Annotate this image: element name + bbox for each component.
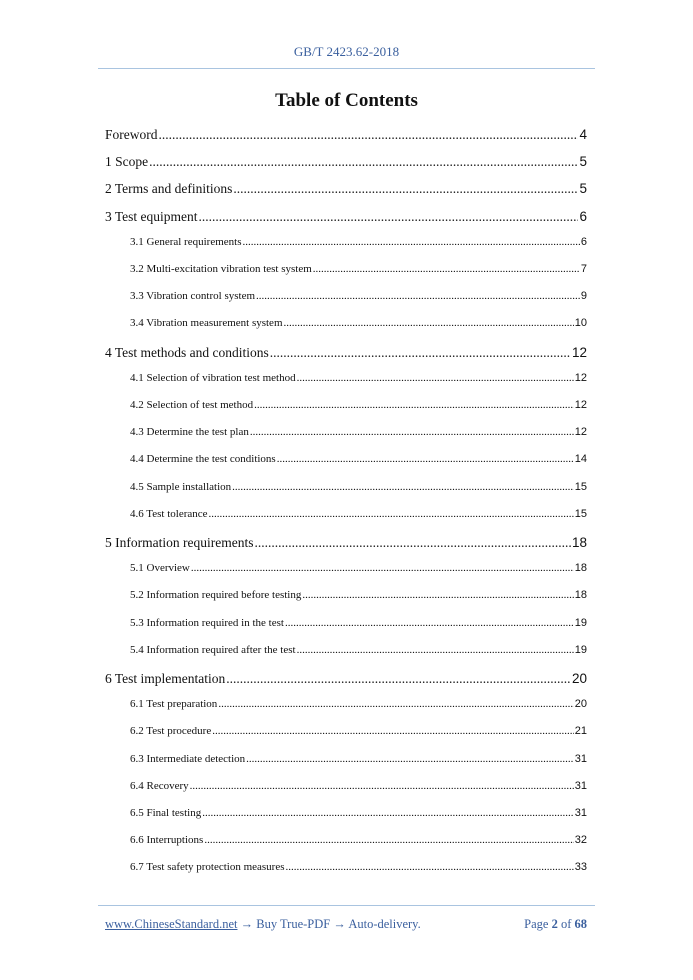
toc-subsection-entry[interactable] <box>130 263 587 275</box>
toc-dot-leader <box>218 698 573 710</box>
toc-entry-title: 4.6 Test tolerance <box>130 507 208 520</box>
toc-dot-leader <box>232 481 574 493</box>
toc-dot-leader <box>191 562 574 574</box>
toc-subsection-entry[interactable] <box>130 562 587 574</box>
toc-entry-page: 5 <box>579 181 587 197</box>
toc-entry-title: 3.2 Multi-excitation vibration test system <box>130 263 312 275</box>
toc-entry-title: 5.2 Information required before testing <box>130 589 302 602</box>
toc-section-entry[interactable] <box>105 209 587 225</box>
toc-subsection-entry[interactable] <box>130 780 587 792</box>
toc-entry-title: 5.4 Information required after the test <box>130 643 296 656</box>
toc-entry-page: 12 <box>574 371 587 384</box>
footer-buy-text: Buy True-PDF <box>256 917 331 931</box>
toc-entry-page: 15 <box>574 507 587 520</box>
toc-subsection-entry[interactable] <box>130 290 587 302</box>
toc-entry-page: 18 <box>574 589 587 602</box>
page-label: Page <box>524 917 549 931</box>
toc-entry-page: 18 <box>571 535 587 550</box>
toc-entry-title: 6.4 Recovery <box>130 779 189 792</box>
toc-subsection-entry[interactable] <box>130 399 587 411</box>
toc-entry-page: 32 <box>574 834 587 847</box>
toc-entry-title: Foreword <box>105 127 158 142</box>
toc-section-entry[interactable] <box>105 671 587 687</box>
footer-links <box>105 917 421 932</box>
toc-dot-leader <box>226 671 571 687</box>
toc-entry-page: 7 <box>580 263 587 275</box>
toc-subsection-entry[interactable] <box>130 236 587 248</box>
toc-entry-title: 5 Information requirements <box>105 535 254 550</box>
toc-entry-page: 9 <box>580 290 587 303</box>
footer-divider <box>98 905 595 906</box>
page-indicator <box>524 917 587 932</box>
toc-dot-leader <box>202 807 574 819</box>
toc-entry-page: 10 <box>574 317 587 330</box>
toc-subsection-entry[interactable] <box>130 644 587 656</box>
toc-entry-title: 4 Test methods and conditions <box>105 344 269 360</box>
toc-entry-title: 6.6 Interruptions <box>130 834 204 847</box>
toc-dot-leader <box>256 290 580 302</box>
toc-dot-leader <box>277 453 574 465</box>
toc-entry-page: 19 <box>574 616 587 629</box>
toc-entry-title: 4.1 Selection of vibration test method <box>130 371 296 384</box>
toc-dot-leader <box>313 263 580 275</box>
toc-entry-title: 5.1 Overview <box>130 562 190 575</box>
toc-entry-page: 33 <box>574 861 587 874</box>
toc-dot-leader <box>212 725 574 737</box>
toc-entry-page: 12 <box>574 426 587 439</box>
toc-dot-leader <box>297 644 574 656</box>
toc-section-entry[interactable] <box>105 154 587 170</box>
toc-subsection-entry[interactable] <box>130 725 587 737</box>
toc-entry-page: 14 <box>574 453 587 466</box>
toc-entry-title: 6.5 Final testing <box>130 807 202 819</box>
toc-entry-title: 3.4 Vibration measurement system <box>130 317 283 330</box>
toc-dot-leader <box>190 780 574 792</box>
toc-dot-leader <box>297 372 574 384</box>
toc-entry-title: 6 Test implementation <box>105 671 226 686</box>
toc-dot-leader <box>209 508 574 520</box>
page-of: of <box>560 917 572 931</box>
toc-entry-title: 3.3 Vibration control system <box>130 290 256 303</box>
toc-dot-leader <box>284 317 574 329</box>
toc-dot-leader <box>204 834 573 846</box>
toc-dot-leader <box>250 426 574 438</box>
toc-entry-page: 19 <box>574 643 587 656</box>
toc-dot-leader <box>254 399 574 411</box>
document-header-id: GB/T 2423.62-2018 <box>293 44 400 59</box>
toc-subsection-entry[interactable] <box>130 481 587 493</box>
toc-subsection-entry[interactable] <box>130 807 587 819</box>
toc-entry-page: 6 <box>579 208 587 224</box>
toc-entry-title: 4.3 Determine the test plan <box>130 426 249 439</box>
page-current: 2 <box>551 917 558 931</box>
toc-entry-page: 12 <box>571 344 587 360</box>
toc-subsection-entry[interactable] <box>130 617 587 629</box>
toc-entry-title: 4.4 Determine the test conditions <box>130 453 276 466</box>
toc-entry-title: 4.2 Selection of test method <box>130 399 254 411</box>
toc-subsection-entry[interactable] <box>130 426 587 438</box>
toc-section-entry[interactable] <box>105 127 587 143</box>
toc-dot-leader <box>285 617 574 629</box>
toc-section-entry[interactable] <box>105 535 587 551</box>
toc-entry-title: 6.3 Intermediate detection <box>130 752 246 765</box>
toc-subsection-entry[interactable] <box>130 698 587 710</box>
toc-section-entry[interactable] <box>105 181 587 197</box>
toc-entry-page: 4 <box>579 127 587 142</box>
toc-entry-title: 6.1 Test preparation <box>130 698 218 711</box>
toc-entry-page: 31 <box>574 752 587 765</box>
toc-subsection-entry[interactable] <box>130 508 587 520</box>
toc-dot-leader <box>270 345 571 361</box>
page-title: Table of Contents <box>275 90 418 111</box>
header-divider <box>98 68 595 69</box>
toc-dot-leader <box>302 589 573 601</box>
toc-entry-page: 31 <box>574 807 587 819</box>
toc-entry-title: 1 Scope <box>105 154 149 170</box>
toc-section-entry[interactable] <box>105 345 587 361</box>
toc-subsection-entry[interactable] <box>130 834 587 846</box>
toc-subsection-entry[interactable] <box>130 589 587 601</box>
toc-dot-leader <box>233 181 578 197</box>
toc-dot-leader <box>254 535 571 551</box>
toc-subsection-entry[interactable] <box>130 317 587 329</box>
toc-entry-title: 6.7 Test safety protection measures <box>130 861 285 874</box>
toc-dot-leader <box>149 154 578 170</box>
arrow-right-icon: → <box>240 917 254 931</box>
toc-entry-page: 20 <box>571 671 587 686</box>
toc-entry-page: 18 <box>574 562 587 575</box>
toc-entry-title: 4.5 Sample installation <box>130 480 232 493</box>
toc-subsection-entry[interactable] <box>130 372 587 384</box>
arrow-right-icon: → <box>333 917 346 931</box>
toc-entry-title: 3 Test equipment <box>105 208 198 224</box>
toc-entry-page: 12 <box>574 399 587 411</box>
toc-entry-page: 5 <box>579 154 587 170</box>
toc-subsection-entry[interactable] <box>130 753 587 765</box>
toc-dot-leader <box>246 753 574 765</box>
footer-delivery-text: Auto-delivery. <box>348 917 421 931</box>
toc-entry-page: 21 <box>574 725 587 738</box>
toc-entry-page: 15 <box>574 480 587 493</box>
toc-entry-page: 31 <box>574 779 587 792</box>
footer-site-link[interactable]: www.ChineseStandard.net <box>105 917 238 931</box>
toc-entry-page: 20 <box>574 698 587 711</box>
toc-dot-leader <box>242 236 579 248</box>
page-total: 68 <box>574 917 587 931</box>
toc-entry-title: 3.1 General requirements <box>130 235 242 248</box>
toc-dot-leader <box>159 127 579 143</box>
toc-dot-leader <box>286 861 574 873</box>
toc-entry-page: 6 <box>580 235 587 248</box>
toc-subsection-entry[interactable] <box>130 453 587 465</box>
toc-entry-title: 6.2 Test procedure <box>130 725 212 738</box>
toc-entry-title: 5.3 Information required in the test <box>130 616 284 629</box>
toc-subsection-entry[interactable] <box>130 861 587 873</box>
toc-dot-leader <box>199 209 579 225</box>
toc-entry-title: 2 Terms and definitions <box>105 181 233 197</box>
